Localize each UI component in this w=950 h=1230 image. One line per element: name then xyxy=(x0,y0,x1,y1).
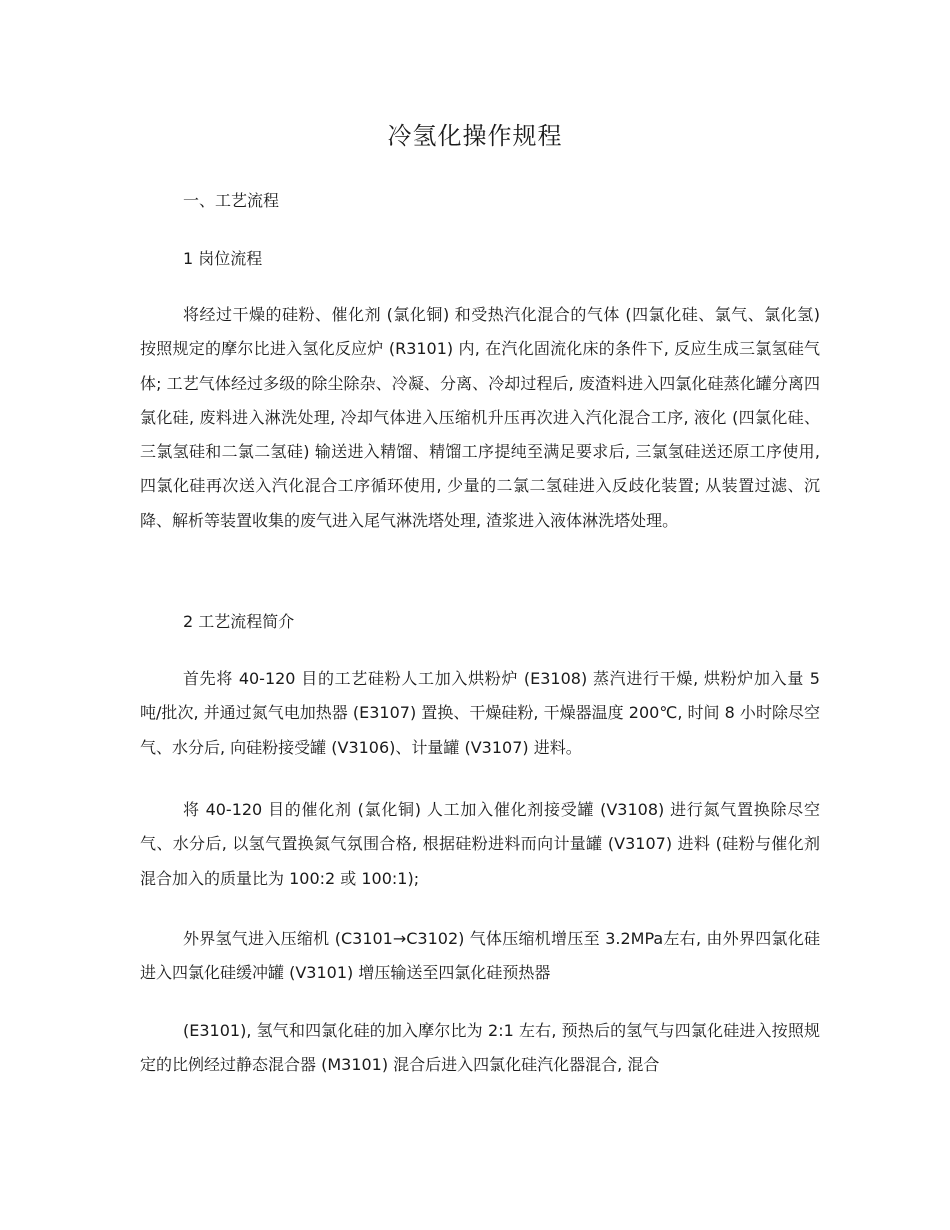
subsection-heading-post-flow: 1 岗位流程 xyxy=(183,249,263,268)
paragraph-hydrogen-compression: 外界氢气进入压缩机 (C3101→C3102) 气体压缩机增压至 3.2MPa左右, 由外界四氯化硅进入四氯化硅缓冲罐 (V3101) 增压输送至四氯化硅预热器 xyxy=(140,929,820,983)
paragraph-silicon-drying: 首先将 40-120 目的工艺硅粉人工加入烘粉炉 (E3108) 蒸汽进行干燥, 烘粉炉加入量 5 吨/批次, 并通过氮气电加热器 (E3107) 置换、干燥硅粉, 干燥器温度 200℃, 时间 8 小时除尽空气、水分后, 向硅粉接受罐 (V3106)、计量罐 (V3107) 进料。 xyxy=(140,669,820,757)
section-heading-process-flow: 一、工艺流程 xyxy=(183,191,280,210)
paragraph-post-flow: 将经过干燥的硅粉、催化剂 (氯化铜) 和受热汽化混合的气体 (四氯化硅、氯气、氯化氢) 按照规定的摩尔比进入氢化反应炉 (R3101) 内, 在汽化固流化床的条件下, 反应生成三氯氢硅气体; 工艺气体经过多级的除尘除杂、冷凝、分离、冷却过程后, 废渣料进入四氯化硅蒸化罐分离四氯化硅, 废料进入淋洗处理, 冷却气体进入压缩机升压再次进入汽化混合工序, 液化 (四氯化硅、三氯氢硅和二氯二氢硅) 输送进入精馏、精馏工序提纯至满足要求后, 三氯氢硅送还原工序使用, 四氯化硅再次送入汽化混合工序循环使用, 少量的二氯二氢硅进入反歧化装置; 从装置过滤、沉降、解析等装置收集的废气进入尾气淋洗塔处理, 渣浆进入液体淋洗塔处理。 xyxy=(140,305,820,530)
paragraph-catalyst-feed: 将 40-120 目的催化剂 (氯化铜) 人工加入催化剂接受罐 (V3108) 进行氮气置换除尽空气、水分后, 以氢气置换氮气氛围合格, 根据硅粉进料而向计量罐 (V3107) 进料 (硅粉与催化剂混合加入的质量比为 100:2 或 100:1); xyxy=(140,800,820,888)
page-title: 冷氢化操作规程 xyxy=(387,122,563,150)
subsection-heading-process-intro: 2 工艺流程简介 xyxy=(183,612,295,631)
paragraph-mixing-ratio: (E3101), 氢气和四氯化硅的加入摩尔比为 2:1 左右, 预热后的氢气与四氯化硅进入按照规定的比例经过静态混合器 (M3101) 混合后进入四氯化硅汽化器混合, 混合 xyxy=(140,1021,820,1075)
